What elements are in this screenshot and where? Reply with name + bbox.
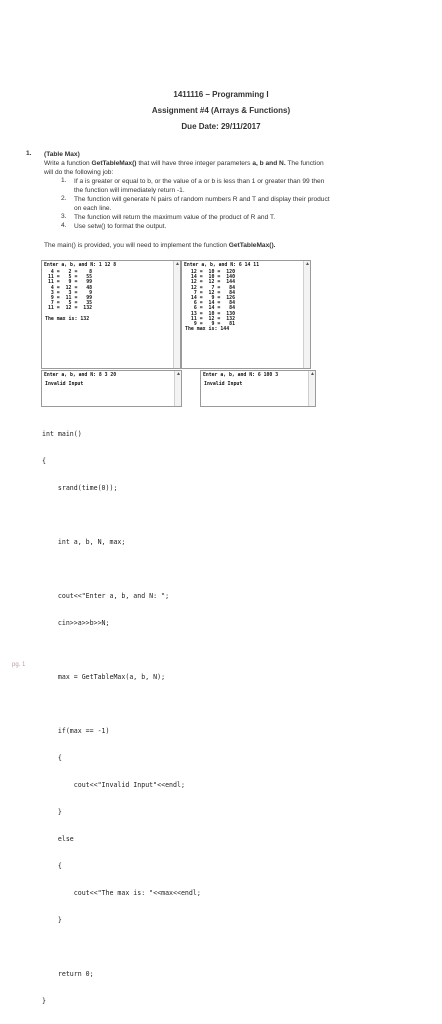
course-title: 1411116 – Programming I <box>173 90 269 99</box>
question-intro: Write a function GetTableMax() that will have three integer parameters a, b and N. The function <box>44 160 324 167</box>
step-number: 4. <box>61 222 67 229</box>
console-output-1 <box>41 260 181 369</box>
chevron-up-icon[interactable]: ▲ <box>176 371 181 377</box>
code-line: { <box>42 754 62 762</box>
code-block <box>42 412 201 1024</box>
step-number: 3. <box>61 213 67 220</box>
console-output-3 <box>41 370 182 407</box>
code-line: } <box>42 916 62 924</box>
console-title: Enter a, b, and N: 8 3 20 <box>44 373 117 378</box>
page-number: pg. 1 <box>12 662 26 668</box>
scrollbar[interactable] <box>174 371 181 406</box>
main-note: The main() is provided, you will need to implement the function GetTableMax(). <box>44 242 276 249</box>
code-line <box>42 700 201 709</box>
code-line: } <box>42 997 46 1005</box>
code-line: cout<<"The max is: "<<max<<endl; <box>42 889 201 897</box>
scrollbar[interactable] <box>308 371 315 406</box>
chevron-up-icon[interactable]: ▲ <box>305 261 310 267</box>
assignment-title: Assignment #4 (Arrays & Functions) <box>151 106 291 115</box>
console-title: Enter a, b, and N: 6 14 11 <box>184 263 260 268</box>
code-line: { <box>42 862 62 870</box>
step-number: 2. <box>61 195 67 202</box>
code-line <box>42 511 201 520</box>
console-output-2 <box>181 260 311 369</box>
step-text-cont: on each line. <box>74 205 112 212</box>
code-line: srand(time(0)); <box>42 484 118 492</box>
console-title: Enter a, b, and N: 6 100 3 <box>203 373 279 378</box>
console-body: Invalid Input <box>204 381 243 387</box>
console-body: Invalid Input <box>45 381 84 387</box>
question-intro-line2: will do the following job: <box>44 169 114 176</box>
code-line: { <box>42 457 46 465</box>
step-text: Use setw() to format the output. <box>74 223 167 230</box>
console-body: 12 = 10 = 120 14 = 10 = 140 12 = 12 = 144 12 = 7 = 84 7 = 12 = 84 14 = 9 = 126 6 = 14 = 84 6 = 14 = 84 13 = 10 = 130 11 = 12 = 132 9 = 9 = 81 The max is: 144 <box>185 269 236 333</box>
step-number: 1. <box>61 177 67 184</box>
step-text: The function will return the maximum value of the product of R and T. <box>74 214 276 221</box>
code-line <box>42 565 201 574</box>
question-title: (Table Max) <box>44 151 80 158</box>
console-title: Enter a, b, and N: 1 12 8 <box>44 263 117 268</box>
code-line: int main() <box>42 430 82 438</box>
code-line: cout<<"Enter a, b, and N: "; <box>42 592 170 600</box>
step-text: If a is greater or equal to b, or the value of a or b is less than 1 or greater than 99 then <box>74 178 325 185</box>
step-text-cont: the function will immediately return -1. <box>74 187 185 194</box>
param-names: a, b and N. <box>252 160 286 167</box>
function-name: GetTableMax(). <box>228 242 276 249</box>
code-line: } <box>42 808 62 816</box>
code-line: else <box>42 835 74 843</box>
code-line: if(max == -1) <box>42 727 110 735</box>
code-line: int a, b, N, max; <box>42 538 126 546</box>
code-line: max = GetTableMax(a, b, N); <box>42 673 166 681</box>
code-line: return 0; <box>42 970 94 978</box>
step-text: The function will generate N pairs of random numbers R and T and display their product <box>74 196 330 203</box>
function-name: GetTableMax() <box>91 160 137 167</box>
chevron-up-icon[interactable]: ▲ <box>310 371 315 377</box>
console-body: 4 = 2 = 8 11 = 5 = 55 11 = 9 = 99 4 = 12 = 48 3 = 3 = 9 9 = 11 = 99 7 = 5 = 35 11 = 12 = 132 The max is: 132 <box>45 269 93 322</box>
code-line <box>42 646 201 655</box>
question-number: 1. <box>26 150 32 157</box>
scrollbar[interactable] <box>303 261 310 368</box>
console-output-4 <box>200 370 316 407</box>
code-line <box>42 943 201 952</box>
chevron-up-icon[interactable]: ▲ <box>175 261 180 267</box>
code-line: cout<<"Invalid Input"<<endl; <box>42 781 185 789</box>
scrollbar[interactable] <box>173 261 180 368</box>
due-date: Due Date: 29/11/2017 <box>181 122 261 131</box>
code-line: cin>>a>>b>>N; <box>42 619 110 627</box>
